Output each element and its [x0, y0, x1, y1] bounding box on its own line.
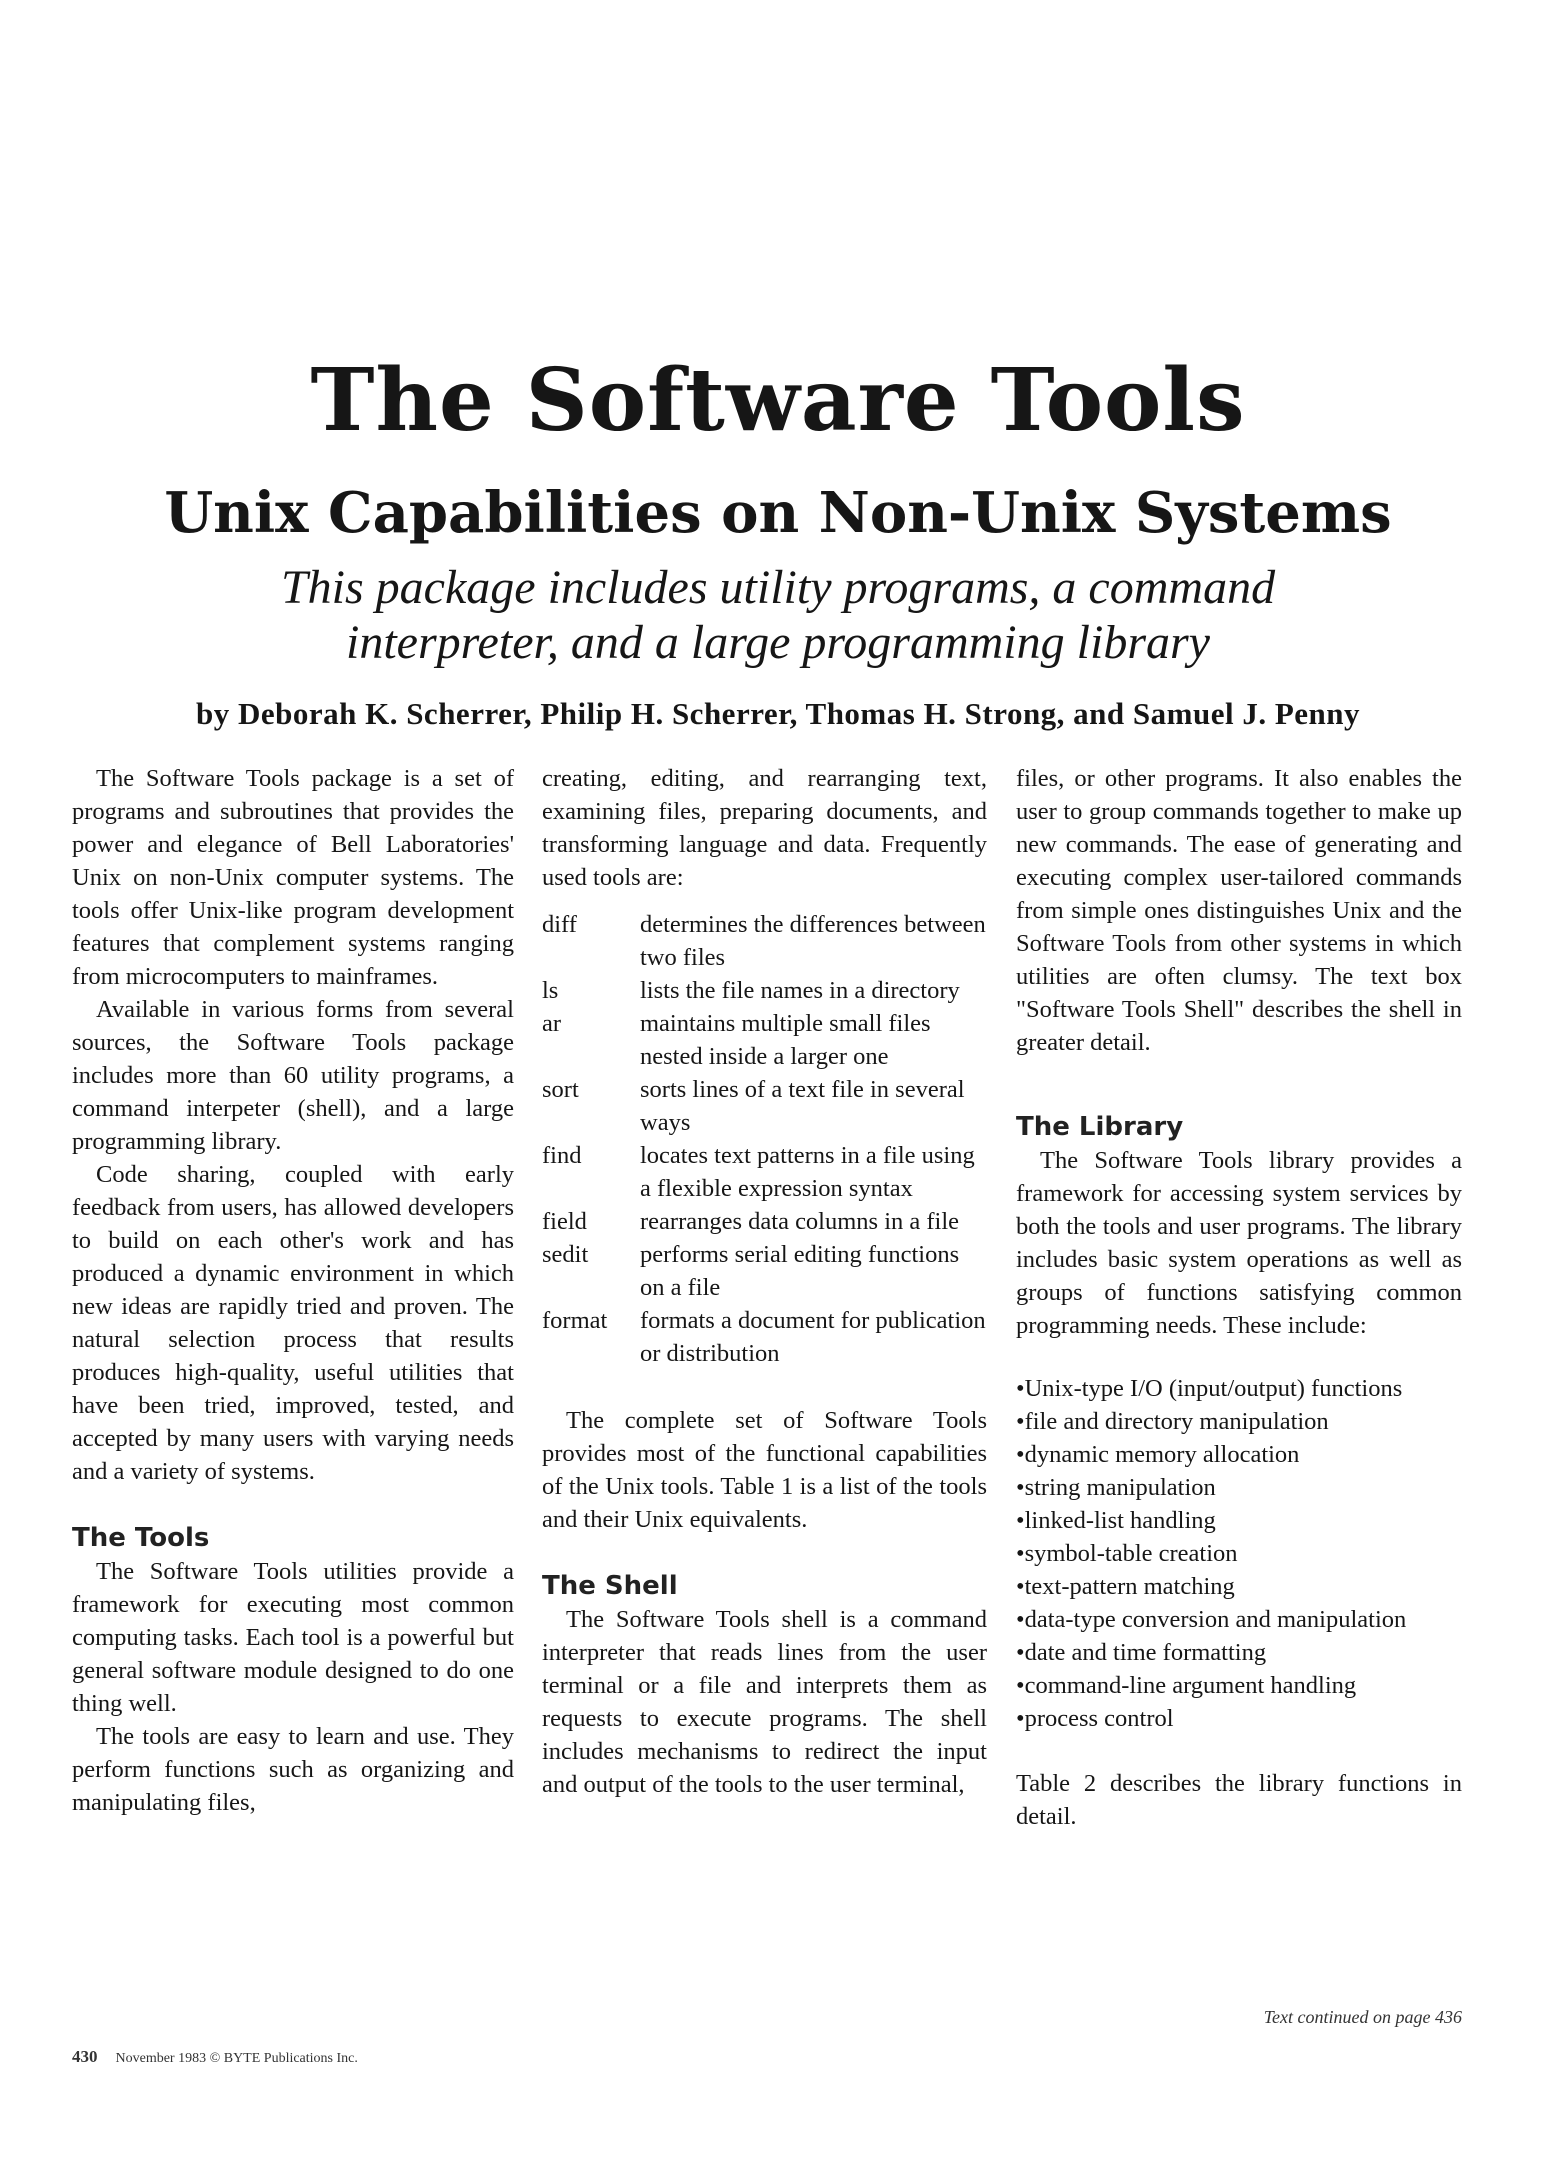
tool-row	[542, 908, 987, 974]
publication-line: November 1983 © BYTE Publications Inc.	[115, 2051, 358, 2066]
paragraph: The Software Tools shell is a command interpreter that reads lines from the user terminal or a file and interprets them as requests to execute programs. The shell includes mechanisms to redirect the input and output of the tools to the user terminal,	[542, 1606, 987, 1798]
tool-row	[542, 1073, 987, 1139]
tool-name: diff	[542, 911, 577, 938]
column-1	[72, 762, 514, 1819]
tool-row	[542, 1139, 987, 1205]
deck-line: interpreter, and a large programming library	[346, 616, 1210, 669]
tool-description: rearranges data columns in a file	[640, 1208, 960, 1235]
paragraph: Code sharing, coupled with early feedback from users, has allowed developers to build on each other's work and has produced a dynamic environment in which new ideas are rapidly tried and proven. The natural selection process that results produces high-quality, useful utilities that have been tried, improved, tested, and accepted by many users with varying needs and a variety of systems.	[72, 1161, 514, 1485]
list-item: •linked-list handling	[1016, 1507, 1216, 1534]
list-item: •command-line argument handling	[1016, 1672, 1357, 1699]
continuation-note: Text continued on page 436	[1263, 2007, 1462, 2027]
tool-description: sorts lines of a text file in several ways	[640, 1076, 965, 1136]
tool-name: ar	[542, 1010, 562, 1037]
tool-name: find	[542, 1142, 582, 1169]
tools-list	[542, 908, 987, 1370]
tool-description: locates text patterns in a file using a flexible expression syntax	[640, 1142, 975, 1202]
paragraph: The Software Tools utilities provide a framework for executing most common computing tasks. Each tool is a powerful but general software module designed to do one thing well.	[72, 1558, 514, 1717]
paragraph: Available in various forms from several sources, the Software Tools package includes more than 60 utility programs, a command interpeter (shell), and a large programming library.	[72, 996, 514, 1155]
tool-row	[542, 1205, 987, 1238]
list-item: •date and time formatting	[1016, 1639, 1267, 1666]
section-heading-library: The Library	[1016, 1112, 1184, 1142]
tool-row	[542, 1304, 987, 1370]
library-feature-list	[1016, 1372, 1462, 1735]
paragraph: creating, editing, and rearranging text, examining files, preparing documents, and transforming language and data. Frequently used tools are:	[542, 765, 987, 891]
list-item: •text-pattern matching	[1016, 1573, 1235, 1600]
tool-name: format	[542, 1307, 608, 1334]
tool-name: sort	[542, 1076, 579, 1103]
tool-row	[542, 1007, 987, 1073]
paragraph: files, or other programs. It also enables the user to group commands together to make up new commands. The ease of generating and executing complex user-tailored commands from simple ones distinguishes Unix and the Software Tools from other systems in which utilities are often clumsy. The text box "Software Tools Shell" describes the shell in greater detail.	[1016, 765, 1462, 1056]
tool-name: field	[542, 1208, 587, 1235]
tool-description: formats a document for publication or distribution	[640, 1307, 986, 1367]
paragraph: The tools are easy to learn and use. They perform functions such as organizing and manipulating files,	[72, 1723, 514, 1816]
column-3	[1016, 762, 1462, 1833]
list-item: •file and directory manipulation	[1016, 1408, 1329, 1435]
paragraph: The Software Tools library provides a framework for accessing system services by both the tools and user programs. The library includes basic system operations as well as groups of functions satisfying common programming needs. These include:	[1016, 1147, 1462, 1339]
article-title: The Software Tools	[310, 350, 1246, 451]
tool-description: maintains multiple small files nested inside a larger one	[640, 1010, 931, 1070]
article-subtitle: Unix Capabilities on Non-Unix Systems	[164, 480, 1392, 546]
list-item: •dynamic memory allocation	[1016, 1441, 1300, 1468]
tool-name: sedit	[542, 1241, 589, 1268]
tool-name: ls	[542, 977, 559, 1004]
section-heading-shell: The Shell	[542, 1571, 678, 1601]
list-item: •symbol-table creation	[1016, 1540, 1238, 1567]
list-item: •Unix-type I/O (input/output) functions	[1016, 1375, 1403, 1402]
page-number: 430	[72, 2047, 98, 2066]
list-item: •process control	[1016, 1705, 1174, 1732]
page-footer	[72, 2047, 358, 2067]
article-deck	[180, 560, 1376, 670]
tool-row	[542, 1238, 987, 1304]
list-item: •string manipulation	[1016, 1474, 1216, 1501]
paragraph: The complete set of Software Tools provides most of the functional capabilities of the Unix tools. Table 1 is a list of the tools and their Unix equivalents.	[542, 1407, 987, 1533]
tool-row	[542, 974, 987, 1007]
paragraph: The Software Tools package is a set of programs and subroutines that provides the power and elegance of Bell Laboratories' Unix on non-Unix computer systems. The tools offer Unix-like program development features that complement systems ranging from microcomputers to mainframes.	[72, 765, 514, 990]
tool-description: determines the differences between two files	[640, 911, 986, 971]
column-2	[542, 762, 987, 1801]
paragraph: Table 2 describes the library functions in detail.	[1016, 1770, 1462, 1830]
section-heading-tools: The Tools	[72, 1523, 210, 1553]
deck-line: This package includes utility programs, a command	[280, 561, 1276, 614]
list-item: •data-type conversion and manipulation	[1016, 1606, 1407, 1633]
tool-description: performs serial editing functions on a file	[640, 1241, 960, 1301]
tool-description: lists the file names in a directory	[640, 977, 960, 1004]
byline: by Deborah K. Scherrer, Philip H. Scherrer, Thomas H. Strong, and Samuel J. Penny	[195, 696, 1361, 731]
